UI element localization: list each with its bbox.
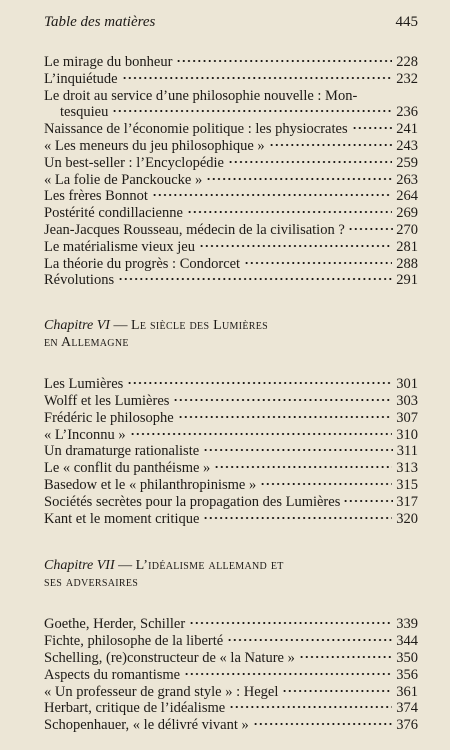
toc-entry <box>44 460 418 477</box>
running-head-page-number: 445 <box>395 14 418 30</box>
toc-entry <box>44 427 418 444</box>
entry-page: 270 <box>396 221 418 238</box>
entry-page: 307 <box>396 409 418 426</box>
leader-dots <box>352 126 393 130</box>
leader-dots <box>178 415 393 419</box>
entry-page: 361 <box>396 683 418 700</box>
entry-page: 311 <box>396 443 418 460</box>
leader-dots <box>299 655 392 659</box>
entry-title: L’inquiétude <box>44 70 118 87</box>
toc-entry <box>44 393 418 410</box>
entry-title: Le droit au service d’une philosophie nouvelle : Mon- <box>44 87 358 104</box>
leader-dots <box>189 621 392 625</box>
toc-entry <box>44 205 418 222</box>
entry-page: 344 <box>396 633 418 650</box>
toc-entry <box>44 494 418 511</box>
leader-dots <box>214 465 392 469</box>
leader-dots <box>173 398 392 402</box>
toc-entry <box>44 54 418 71</box>
entry-title: Schelling, (re)constructeur de « la Nature » <box>44 649 295 666</box>
entry-title: « L’Inconnu » <box>44 426 126 443</box>
entry-title: Les frères Bonnot <box>44 188 148 205</box>
entry-title: Un dramaturge rationaliste <box>44 443 200 460</box>
entry-page: 269 <box>396 205 418 222</box>
chapter-title-line1: L’idéalisme allemand et <box>135 558 284 574</box>
toc-entry <box>44 172 418 189</box>
entry-page: 350 <box>396 649 418 666</box>
toc-page <box>44 14 418 734</box>
leader-dots <box>152 193 392 197</box>
chapter-title-line1: Le siècle des Lumières <box>130 318 268 334</box>
leader-dots <box>130 432 393 436</box>
entry-title: Postérité condillacienne <box>44 205 183 222</box>
entry-title: « Les meneurs du jeu philosophique » <box>44 137 265 154</box>
toc-entry <box>44 477 418 494</box>
entry-title: Un best-seller : l’Encyclopédie <box>44 154 224 171</box>
entry-page: 356 <box>396 666 418 683</box>
toc-entry <box>44 256 418 273</box>
toc-entry <box>44 121 418 138</box>
leader-dots <box>112 109 392 113</box>
leader-dots <box>176 59 392 63</box>
toc-entry <box>44 155 418 172</box>
toc-entry <box>44 667 418 684</box>
entry-page: 241 <box>396 121 418 138</box>
chapter-heading <box>44 557 418 591</box>
toc-entry <box>44 138 418 155</box>
leader-dots <box>343 499 393 503</box>
chapter-title-line2: ses adversaires <box>44 575 139 591</box>
chapter-dash: — <box>114 558 136 574</box>
leader-dots <box>348 227 393 231</box>
entry-title-continuation: tesquieu <box>60 104 109 121</box>
entry-page: 303 <box>396 392 418 409</box>
toc-entry <box>44 376 418 393</box>
toc-section-continued <box>44 54 418 289</box>
entry-title: Herbart, critique de l’idéalisme <box>44 700 226 717</box>
toc-section-chapter-6 <box>44 376 418 527</box>
leader-dots <box>203 516 392 520</box>
chapter-dash: — <box>109 318 131 334</box>
toc-entry <box>44 717 418 734</box>
running-head <box>44 14 418 36</box>
entry-page: 301 <box>396 376 418 393</box>
entry-page: 374 <box>396 700 418 717</box>
leader-dots <box>199 244 392 248</box>
leader-dots <box>269 143 393 147</box>
entry-title: Le mirage du bonheur <box>44 54 173 70</box>
entry-title: Goethe, Herder, Schiller <box>44 616 186 633</box>
entry-page: 317 <box>396 493 418 510</box>
toc-entry <box>44 272 418 289</box>
leader-dots <box>122 76 393 80</box>
entry-page: 228 <box>396 54 418 70</box>
chapter-heading <box>44 317 418 351</box>
toc-entry <box>44 684 418 701</box>
entry-title: Kant et le moment critique <box>44 510 200 527</box>
entry-page: 264 <box>396 188 418 205</box>
entry-title: « Un professeur de grand style » : Hegel <box>44 683 279 700</box>
entry-page: 243 <box>396 137 418 154</box>
entry-page: 288 <box>396 255 418 272</box>
toc-entry <box>44 88 418 122</box>
entry-title: Aspects du romantisme <box>44 666 181 683</box>
toc-entry <box>44 410 418 427</box>
toc-entry <box>44 188 418 205</box>
entry-title: Les Lumières <box>44 376 124 393</box>
entry-title: « La folie de Panckoucke » <box>44 171 203 188</box>
entry-title: Naissance de l’économie politique : les physiocrates <box>44 121 348 138</box>
toc-entry <box>44 239 418 256</box>
leader-dots <box>118 277 392 281</box>
leader-dots <box>187 210 392 214</box>
entry-title: Basedow et le « philanthropinisme » <box>44 476 257 493</box>
entry-title: La théorie du progrès : Condorcet <box>44 255 241 272</box>
leader-dots <box>253 722 392 726</box>
entry-page: 232 <box>396 70 418 87</box>
entry-page: 376 <box>396 717 418 734</box>
entry-page: 310 <box>396 426 418 443</box>
toc-entry <box>44 616 418 633</box>
leader-dots <box>184 672 392 676</box>
leader-dots <box>206 177 392 181</box>
leader-dots <box>228 160 392 164</box>
entry-page: 281 <box>396 238 418 255</box>
entry-title: Le « conflit du panthéisme » <box>44 460 211 477</box>
chapter-number: Chapitre VII <box>44 558 115 574</box>
entry-title: Wolff et les Lumières <box>44 392 170 409</box>
toc-section-chapter-7 <box>44 616 418 734</box>
leader-dots <box>244 261 392 265</box>
entry-title: Frédéric le philosophe <box>44 409 174 426</box>
entry-page: 259 <box>396 154 418 171</box>
toc-entry <box>44 511 418 528</box>
entry-page: 320 <box>396 510 418 527</box>
leader-dots <box>260 482 392 486</box>
chapter-number: Chapitre VI <box>44 318 110 334</box>
leader-dots <box>227 638 392 642</box>
entry-page: 291 <box>396 272 418 289</box>
leader-dots <box>203 448 393 452</box>
entry-title: Sociétés secrètes pour la propagation des Lumières <box>44 493 341 510</box>
entry-page: 263 <box>396 171 418 188</box>
entry-title: Fichte, philosophe de la liberté <box>44 633 224 650</box>
leader-dots <box>282 689 392 693</box>
toc-entry <box>44 443 418 460</box>
toc-entry <box>44 700 418 717</box>
entry-page: 315 <box>396 476 418 493</box>
entry-page: 236 <box>396 104 418 121</box>
entry-page: 313 <box>396 460 418 477</box>
entry-title: Schopenhauer, « le délivré vivant » <box>44 717 249 734</box>
leader-dots <box>127 381 392 385</box>
toc-entry <box>44 71 418 88</box>
chapter-title-line2: en Allemagne <box>44 335 129 351</box>
entry-title: Jean-Jacques Rousseau, médecin de la civilisation ? <box>44 221 345 238</box>
leader-dots <box>229 705 392 709</box>
running-head-title: Table des matières <box>44 14 156 30</box>
entry-page: 339 <box>396 616 418 633</box>
entry-title: Révolutions <box>44 272 115 289</box>
toc-entry <box>44 222 418 239</box>
entry-title: Le matérialisme vieux jeu <box>44 238 195 255</box>
toc-entry <box>44 633 418 650</box>
toc-entry <box>44 650 418 667</box>
